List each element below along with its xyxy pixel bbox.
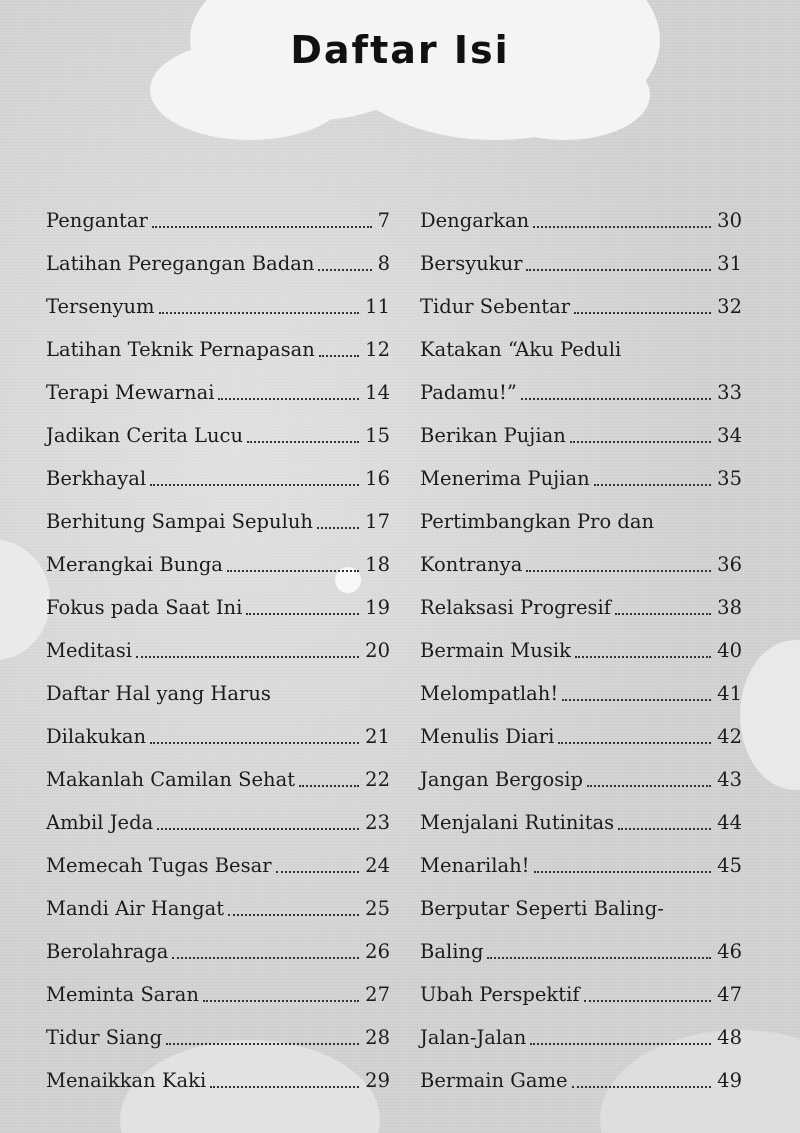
toc-entry-page: 20 bbox=[365, 639, 390, 662]
toc-entry-title: Baling bbox=[420, 940, 484, 963]
toc-entry bbox=[46, 534, 390, 577]
toc-entry-title: Memecah Tugas Besar bbox=[46, 854, 272, 877]
toc-entry bbox=[420, 620, 742, 663]
toc-entry bbox=[46, 749, 390, 792]
toc-entry bbox=[46, 405, 390, 448]
toc-entry-title: Berikan Pujian bbox=[420, 424, 566, 447]
dot-leader bbox=[247, 441, 359, 443]
toc-entry-title: Berkhayal bbox=[46, 467, 147, 490]
toc-entry-page: 41 bbox=[717, 682, 742, 705]
toc-entry-title: Menerima Pujian bbox=[420, 467, 590, 490]
toc-entry bbox=[46, 491, 390, 534]
toc-entry-page: 33 bbox=[717, 381, 742, 404]
toc-entry bbox=[420, 1050, 742, 1093]
blob-decoration bbox=[740, 640, 800, 790]
toc-entry-title: Relaksasi Progresif bbox=[420, 596, 611, 619]
toc-entry bbox=[46, 362, 390, 405]
dot-leader bbox=[218, 398, 359, 400]
toc-entry-title: Mandi Air Hangat bbox=[46, 897, 225, 920]
toc-entry-title: Meminta Saran bbox=[46, 983, 199, 1006]
dot-leader bbox=[572, 1086, 712, 1088]
toc-entry-title: Menarilah! bbox=[420, 854, 530, 877]
toc-entry-title: Makanlah Camilan Sehat bbox=[46, 768, 296, 791]
page-title: Daftar Isi bbox=[290, 28, 510, 72]
toc-entry bbox=[46, 1050, 390, 1093]
toc-entry bbox=[420, 448, 742, 491]
toc-entry-page: 18 bbox=[365, 553, 390, 576]
dot-leader bbox=[487, 957, 711, 959]
dot-leader bbox=[150, 484, 359, 486]
toc-entry-title: Latihan Teknik Pernapasan bbox=[46, 338, 315, 361]
toc-entry bbox=[420, 663, 742, 706]
toc-entry-page: 15 bbox=[365, 424, 390, 447]
toc-entry-page: 25 bbox=[365, 897, 390, 920]
toc-entry bbox=[420, 921, 742, 964]
toc-entry-title: Bersyukur bbox=[420, 252, 523, 275]
toc-entry-page: 47 bbox=[717, 983, 742, 1006]
toc-entry bbox=[420, 534, 742, 577]
toc-entry-page: 28 bbox=[365, 1026, 390, 1049]
dot-leader bbox=[210, 1086, 359, 1088]
toc-entry-title: Tidur Siang bbox=[46, 1026, 163, 1049]
toc-entry bbox=[420, 276, 742, 319]
toc-entry-title: Meditasi bbox=[46, 639, 132, 662]
toc-entry bbox=[46, 448, 390, 491]
dot-leader bbox=[615, 613, 711, 615]
toc-entry bbox=[420, 362, 742, 405]
toc-entry bbox=[46, 706, 390, 749]
toc-entry-page: 45 bbox=[717, 854, 742, 877]
dot-leader bbox=[246, 613, 359, 615]
toc-entry-page: 44 bbox=[717, 811, 742, 834]
dot-leader bbox=[299, 785, 359, 787]
dot-leader bbox=[584, 1000, 712, 1002]
dot-leader bbox=[136, 656, 359, 658]
toc-entry bbox=[420, 405, 742, 448]
toc-entry bbox=[46, 1007, 390, 1050]
toc-entry-title: Dengarkan bbox=[420, 209, 530, 232]
dot-leader bbox=[558, 742, 711, 744]
toc-left-column bbox=[46, 190, 390, 1093]
toc-entry-title: Dilakukan bbox=[46, 725, 147, 748]
toc-entry bbox=[420, 706, 742, 749]
toc-right-column bbox=[420, 190, 742, 1093]
toc-entry bbox=[46, 577, 390, 620]
toc-entry-page: 38 bbox=[717, 596, 742, 619]
toc-entry-page: 35 bbox=[717, 467, 742, 490]
toc-entry-title: Menulis Diari bbox=[420, 725, 555, 748]
toc-entry-title: Menjalani Rutinitas bbox=[420, 811, 615, 834]
toc-entry-title: Katakan “Aku Peduli bbox=[420, 338, 622, 361]
blob-decoration bbox=[0, 540, 50, 660]
toc-entry bbox=[46, 835, 390, 878]
toc-entry bbox=[46, 276, 390, 319]
toc-entry bbox=[420, 964, 742, 1007]
dot-leader bbox=[618, 828, 711, 830]
dot-leader bbox=[521, 398, 711, 400]
dot-leader bbox=[574, 312, 711, 314]
dot-leader bbox=[228, 914, 359, 916]
toc-entry bbox=[46, 878, 390, 921]
toc-entry-page: 49 bbox=[717, 1069, 742, 1092]
toc-entry-page: 23 bbox=[365, 811, 390, 834]
toc-entry bbox=[46, 319, 390, 362]
dot-leader bbox=[570, 441, 711, 443]
toc-entry-page: 11 bbox=[365, 295, 390, 318]
dot-leader bbox=[227, 570, 359, 572]
dot-leader bbox=[172, 957, 359, 959]
toc-entry-page: 21 bbox=[365, 725, 390, 748]
toc-entry-title: Pertimbangkan Pro dan bbox=[420, 510, 655, 533]
toc-entry-title: Kontranya bbox=[420, 553, 523, 576]
dot-leader bbox=[534, 871, 712, 873]
toc-entry bbox=[420, 835, 742, 878]
toc-entry-page: 14 bbox=[365, 381, 390, 404]
toc-entry-page: 26 bbox=[365, 940, 390, 963]
dot-leader bbox=[166, 1043, 359, 1045]
toc-entry-page: 7 bbox=[377, 209, 390, 232]
dot-leader bbox=[575, 656, 711, 658]
toc-entry bbox=[46, 190, 390, 233]
toc-entry-page: 31 bbox=[717, 252, 742, 275]
toc-entry bbox=[46, 233, 390, 276]
toc-entry-title: Menaikkan Kaki bbox=[46, 1069, 207, 1092]
toc-entry-title: Berhitung Sampai Sepuluh bbox=[46, 510, 313, 533]
toc-entry-title: Daftar Hal yang Harus bbox=[46, 682, 271, 705]
dot-leader bbox=[533, 226, 711, 228]
dot-leader bbox=[318, 269, 371, 271]
dot-leader bbox=[276, 871, 360, 873]
dot-leader bbox=[526, 570, 711, 572]
toc-entry-page: 36 bbox=[717, 553, 742, 576]
toc-entry-title: Tersenyum bbox=[46, 295, 155, 318]
toc-entry bbox=[420, 878, 742, 921]
dot-leader bbox=[319, 355, 359, 357]
dot-leader bbox=[150, 742, 359, 744]
toc-entry-title: Pengantar bbox=[46, 209, 148, 232]
toc-entry-title: Melompatlah! bbox=[420, 682, 559, 705]
toc-entry-page: 16 bbox=[365, 467, 390, 490]
dot-leader bbox=[203, 1000, 359, 1002]
toc-entry bbox=[420, 190, 742, 233]
toc-entry-page: 46 bbox=[717, 940, 742, 963]
toc-entry bbox=[46, 921, 390, 964]
toc-entry-page: 43 bbox=[717, 768, 742, 791]
toc-entry-page: 19 bbox=[365, 596, 390, 619]
toc-entry-page: 42 bbox=[717, 725, 742, 748]
toc-entry-title: Fokus pada Saat Ini bbox=[46, 596, 243, 619]
toc-entry-page: 17 bbox=[365, 510, 390, 533]
toc-entry-page: 29 bbox=[365, 1069, 390, 1092]
toc-entry-page: 22 bbox=[365, 768, 390, 791]
toc-entry-page: 24 bbox=[365, 854, 390, 877]
toc-entry-title: Jangan Bergosip bbox=[420, 768, 584, 791]
dot-leader bbox=[526, 269, 711, 271]
toc-entry bbox=[46, 964, 390, 1007]
toc-entry-title: Merangkai Bunga bbox=[46, 553, 223, 576]
toc-entry-title: Ubah Perspektif bbox=[420, 983, 580, 1006]
toc-entry-title: Berputar Seperti Baling- bbox=[420, 897, 664, 920]
toc-entry-title: Padamu!” bbox=[420, 381, 517, 404]
toc-entry-title: Terapi Mewarnai bbox=[46, 381, 215, 404]
dot-leader bbox=[152, 226, 372, 228]
toc-entry-title: Berolahraga bbox=[46, 940, 169, 963]
toc-entry bbox=[46, 663, 390, 706]
toc-entry-title: Bermain Game bbox=[420, 1069, 568, 1092]
toc-entry-page: 30 bbox=[717, 209, 742, 232]
toc-entry-title: Jadikan Cerita Lucu bbox=[46, 424, 244, 447]
toc-entry bbox=[420, 319, 742, 362]
toc-entry-page: 34 bbox=[717, 424, 742, 447]
dot-leader bbox=[562, 699, 711, 701]
toc-entry-page: 32 bbox=[717, 295, 742, 318]
toc-entry bbox=[46, 792, 390, 835]
toc-entry-page: 8 bbox=[377, 252, 390, 275]
toc-entry bbox=[420, 792, 742, 835]
toc-entry-title: Ambil Jeda bbox=[46, 811, 154, 834]
dot-leader bbox=[159, 312, 360, 314]
toc-entry bbox=[420, 1007, 742, 1050]
dot-leader bbox=[594, 484, 712, 486]
toc-entry bbox=[46, 620, 390, 663]
toc-entry-title: Latihan Peregangan Badan bbox=[46, 252, 315, 275]
dot-leader bbox=[530, 1043, 711, 1045]
toc-entry-page: 27 bbox=[365, 983, 390, 1006]
toc-entry bbox=[420, 749, 742, 792]
toc-entry-page: 48 bbox=[717, 1026, 742, 1049]
dot-leader bbox=[587, 785, 711, 787]
toc-entry-title: Tidur Sebentar bbox=[420, 295, 571, 318]
toc-entry bbox=[420, 491, 742, 534]
toc-entry bbox=[420, 233, 742, 276]
dot-leader bbox=[317, 527, 359, 529]
toc-entry-title: Jalan-Jalan bbox=[420, 1026, 527, 1049]
toc-entry-page: 12 bbox=[365, 338, 390, 361]
dot-leader bbox=[157, 828, 359, 830]
toc-entry bbox=[420, 577, 742, 620]
toc-entry-page: 40 bbox=[717, 639, 742, 662]
toc-entry-title: Bermain Musik bbox=[420, 639, 571, 662]
